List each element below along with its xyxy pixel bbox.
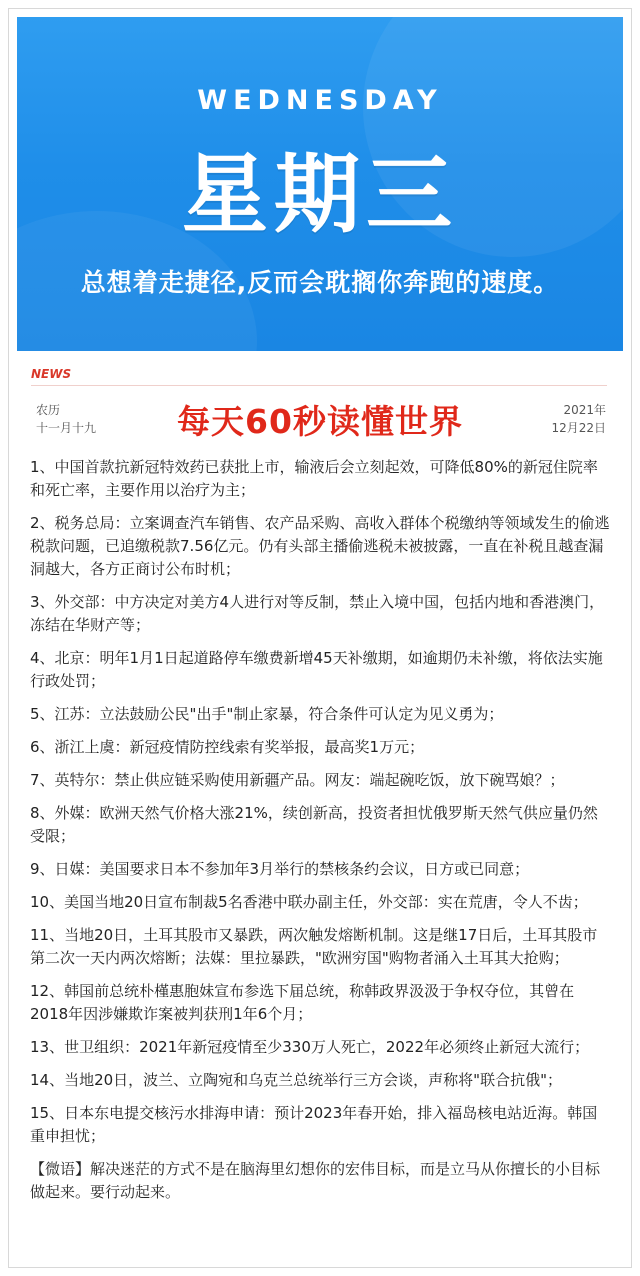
news-item: 7、英特尔：禁止供应链采购使用新疆产品。网友：端起碗吃饭，放下碗骂娘？； bbox=[30, 771, 565, 789]
lunar-label: 农历 bbox=[36, 403, 61, 417]
weekday-english: WEDNESDAY bbox=[197, 85, 443, 116]
news-item: 6、浙江上虞：新冠疫情防控线索有奖举报，最高奖1万元； bbox=[30, 738, 425, 756]
news-item: 11、当地20日，土耳其股市又暴跌，两次触发熔断机制。这是继17日后，土耳其股市第二次一天内两次熔断；法媒：里拉暴跌，"欧洲穷国"购物者涌入土耳其大抢购； bbox=[30, 926, 598, 967]
news-item: 12、韩国前总统朴槿惠胞妹宣布参选下届总统，称韩政界汲汲于争权夺位，其曾在2018年因涉嫌欺诈案被判获刑1年6个月； bbox=[30, 982, 575, 1023]
news-item: 1、中国首款抗新冠特效药已获批上市，输液后会立刻起效，可降低80%的新冠住院率和死亡率，主要作用以治疗为主； bbox=[30, 458, 598, 499]
page-title: 每天60秒读懂世界 bbox=[177, 402, 463, 441]
weekday-chinese: 星期三 bbox=[182, 145, 458, 245]
news-label: NEWS bbox=[31, 367, 72, 381]
news-list bbox=[30, 456, 612, 1214]
divider bbox=[31, 385, 607, 386]
news-item: 2、税务总局：立案调查汽车销售、农产品采购、高收入群体个税缴纳等领域发生的偷逃税款问题，已追缴税款7.56亿元。仍有头部主播偷逃税未被披露，一直在补税且越查漏洞越大，各方正商讨公布时机； bbox=[30, 514, 610, 578]
news-item: 14、当地20日，波兰、立陶宛和乌克兰总统举行三方会谈，声称将"联合抗俄"； bbox=[30, 1071, 562, 1089]
news-item: 3、外交部：中方决定对美方4人进行对等反制，禁止入境中国，包括内地和香港澳门，冻结在华财产等； bbox=[30, 593, 605, 634]
news-item: 5、江苏：立法鼓励公民"出手"制止家暴，符合条件可认定为见义勇为； bbox=[30, 705, 504, 723]
date-year: 2021年 bbox=[563, 403, 606, 417]
lunar-date: 十一月十九 bbox=[36, 421, 97, 435]
news-item: 10、美国当地20日宣布制裁5名香港中联办副主任，外交部：实在荒唐，令人不齿； bbox=[30, 893, 588, 911]
news-item: 8、外媒：欧洲天然气价格大涨21%，续创新高，投资者担忧俄罗斯天然气供应量仍然受限； bbox=[30, 804, 598, 845]
news-item: 13、世卫组织：2021年新冠疫情至少330万人死亡，2022年必须终止新冠大流行； bbox=[30, 1038, 590, 1056]
header-banner bbox=[17, 17, 623, 351]
daily-quote: 【微语】解决迷茫的方式不是在脑海里幻想你的宏伟目标，而是立马从你擅长的小目标做起来。要行动起来。 bbox=[30, 1160, 601, 1201]
banner-slogan: 总想着走捷径,反而会耽搁你奔跑的速度。 bbox=[80, 268, 560, 297]
date-block bbox=[551, 401, 606, 437]
news-item: 4、北京：明年1月1日起道路停车缴费新增45天补缴期，如逾期仍未补缴，将依法实施行政处罚； bbox=[30, 649, 603, 690]
news-item: 9、日媒：美国要求日本不参加年3月举行的禁核条约会议，日方或已同意； bbox=[30, 860, 530, 878]
news-item: 15、日本东电提交核污水排海申请：预计2023年春开始，排入福岛核电站近海。韩国重申担忧； bbox=[30, 1104, 598, 1145]
date-month-day: 12月22日 bbox=[551, 421, 606, 435]
